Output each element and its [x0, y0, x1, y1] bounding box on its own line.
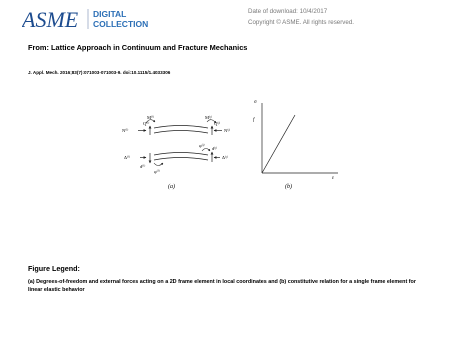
- figure-legend-heading: Figure Legend:: [28, 264, 80, 273]
- page-header: [0, 0, 450, 34]
- label-delta-i: Δ⁽ⁱ⁾: [124, 155, 131, 160]
- download-date-label: Date of download:: [248, 8, 298, 15]
- panel-a-displacements-element: [140, 149, 220, 166]
- label-m-j: M⁽ʲ⁾: [205, 115, 213, 120]
- download-meta: [248, 6, 354, 28]
- download-date: [248, 6, 354, 17]
- download-date-value: 10/4/2017: [299, 8, 328, 15]
- label-phi-j: φ⁽ʲ⁾: [199, 143, 205, 148]
- label-n-j: N⁽ʲ⁾: [224, 128, 231, 133]
- label-phi-i: φ⁽ⁱ⁾: [154, 169, 160, 174]
- collection-line-1: DIGITAL: [93, 9, 127, 19]
- asme-digital-collection-logo: [22, 6, 162, 32]
- asme-logo-text: ASME: [22, 7, 79, 32]
- label-delta-j: Δ⁽ʲ⁾: [222, 155, 228, 160]
- label-m-i: M⁽ⁱ⁾: [147, 115, 155, 120]
- label-q-i: Q⁽ⁱ⁾: [143, 121, 150, 126]
- article-title: From: Lattice Approach in Continuum and Fracture Mechanics: [28, 43, 248, 52]
- panel-b-axes: [262, 103, 338, 173]
- label-d-j: d⁽ʲ⁾: [212, 146, 218, 151]
- panel-b-y-axis-label: σ: [254, 100, 257, 105]
- figure-image: [110, 95, 340, 193]
- figure-legend-text: (a) Degrees-of-freedom and external forces acting on a 2D frame element in local coordinates and (b) constitutive relation for a single frame element for linear elastic behavior: [28, 279, 416, 293]
- panel-a-forces-element: [138, 120, 222, 135]
- label-q-j: Q⁽ʲ⁾: [214, 121, 221, 126]
- label-d-i: d⁽ⁱ⁾: [140, 164, 146, 169]
- panel-a-label: (a): [168, 184, 175, 190]
- label-n-i: N⁽ⁱ⁾: [122, 128, 129, 133]
- panel-b-line-label: f: [253, 118, 255, 123]
- panel-b-label: (b): [285, 184, 292, 190]
- collection-line-2: COLLECTION: [93, 19, 149, 29]
- panel-b-x-axis-label: ε: [332, 176, 335, 181]
- copyright-notice: Copyright © ASME. All rights reserved.: [248, 19, 355, 26]
- article-citation: J. Appl. Mech. 2016;83(7):071003-071003-9. doi:10.1115/1.4033306: [28, 70, 171, 75]
